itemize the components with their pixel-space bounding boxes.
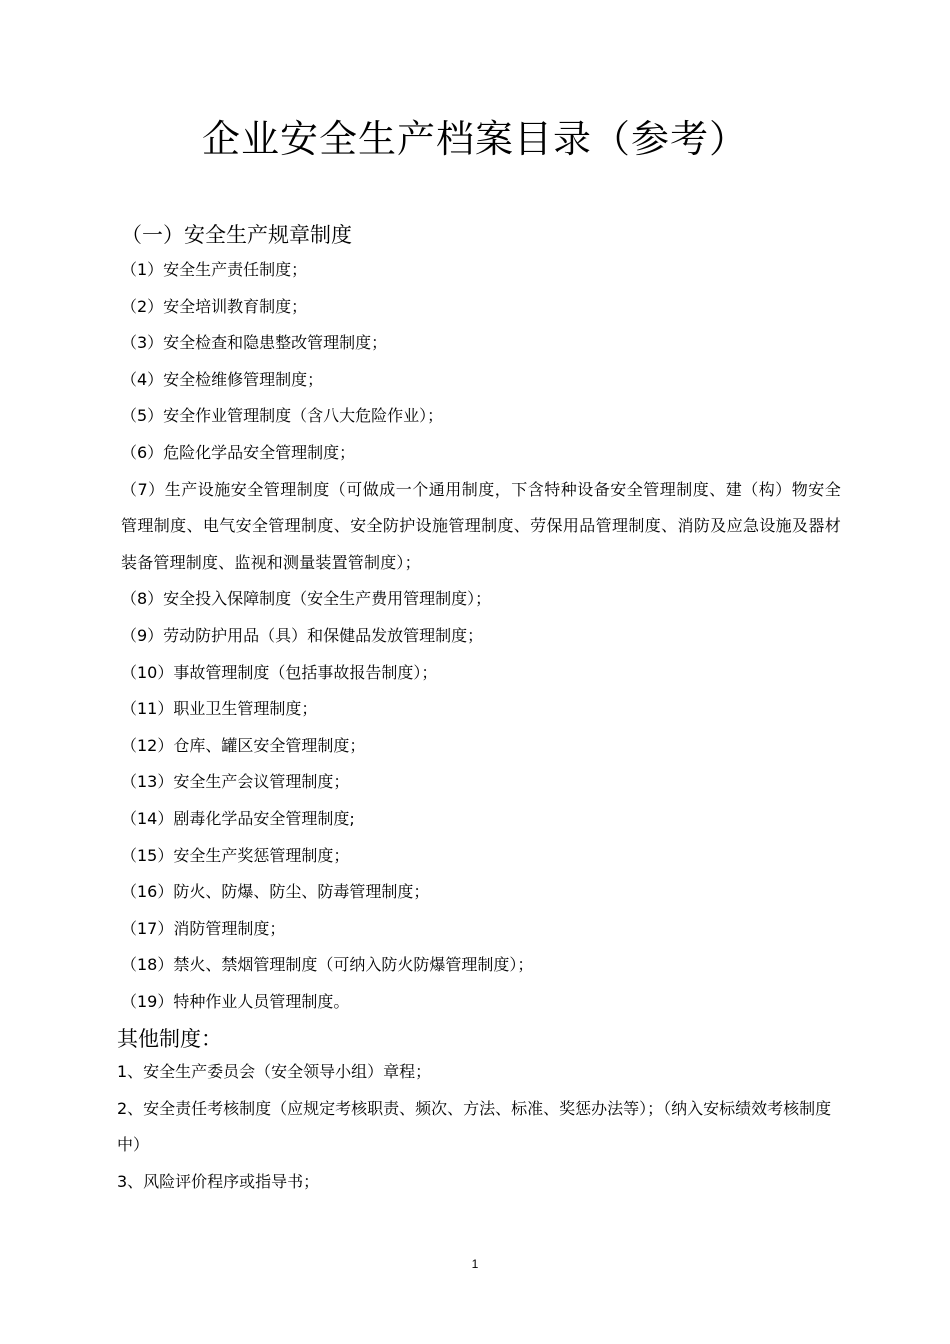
list-item: （6）危险化学品安全管理制度； [121, 442, 356, 462]
page-title: 企业安全生产档案目录（参考） [201, 117, 748, 161]
list-item: 1、安全生产委员会（安全领导小组）章程； [117, 1062, 432, 1081]
list-item: （16）防火、防爆、防尘、防毒管理制度； [121, 882, 430, 902]
page-number: 1 [471, 1257, 479, 1271]
list-item: （7）生产设施安全管理制度（可做成一个通用制度，下含特种设备安全管理制度、建（构）物安全管理制度、电气安全管理制度、安全防护设施管理制度、劳保用品管理制度、消防及应急设施及器材装备管理制度、监视和测量装置管制度）； [121, 479, 841, 572]
list-item: （19）特种作业人员管理制度。 [121, 991, 350, 1011]
regulation-list [121, 252, 841, 1020]
list-item: （8）安全投入保障制度（安全生产费用管理制度）； [121, 589, 492, 609]
list-item: （1）安全生产责任制度； [121, 260, 308, 279]
list-item: （18）禁火、禁烟管理制度（可纳入防火防爆管理制度）； [121, 955, 534, 975]
list-item: （12）仓库、罐区安全管理制度； [121, 735, 366, 755]
list-item: （9）劳动防护用品（具）和保健品发放管理制度； [121, 625, 484, 645]
other-regulation-list [117, 1054, 841, 1200]
list-item: （4）安全检维修管理制度； [121, 369, 324, 389]
list-item: （5）安全作业管理制度（含八大危险作业）； [121, 406, 444, 426]
list-item: （13）安全生产会议管理制度； [121, 772, 350, 792]
list-item: （2）安全培训教育制度； [121, 296, 308, 316]
section-heading-other: 其他制度： [117, 1027, 222, 1051]
list-item: （14）剧毒化学品安全管理制度; [121, 808, 355, 828]
list-item: 2、安全责任考核制度（应规定考核职责、频次、方法、标准、奖惩办法等）；（纳入安标绩效考核制度中） [117, 1098, 832, 1155]
section-heading-regulations: （一）安全生产规章制度 [121, 223, 352, 247]
list-item: 3、风险评价程序或指导书； [117, 1171, 320, 1191]
list-item: （11）职业卫生管理制度； [121, 699, 318, 719]
list-item: （17）消防管理制度； [121, 918, 286, 938]
list-item: （15）安全生产奖惩管理制度； [121, 845, 350, 865]
list-item: （10）事故管理制度（包括事故报告制度）； [121, 662, 438, 682]
list-item: （3）安全检查和隐患整改管理制度； [121, 333, 388, 353]
